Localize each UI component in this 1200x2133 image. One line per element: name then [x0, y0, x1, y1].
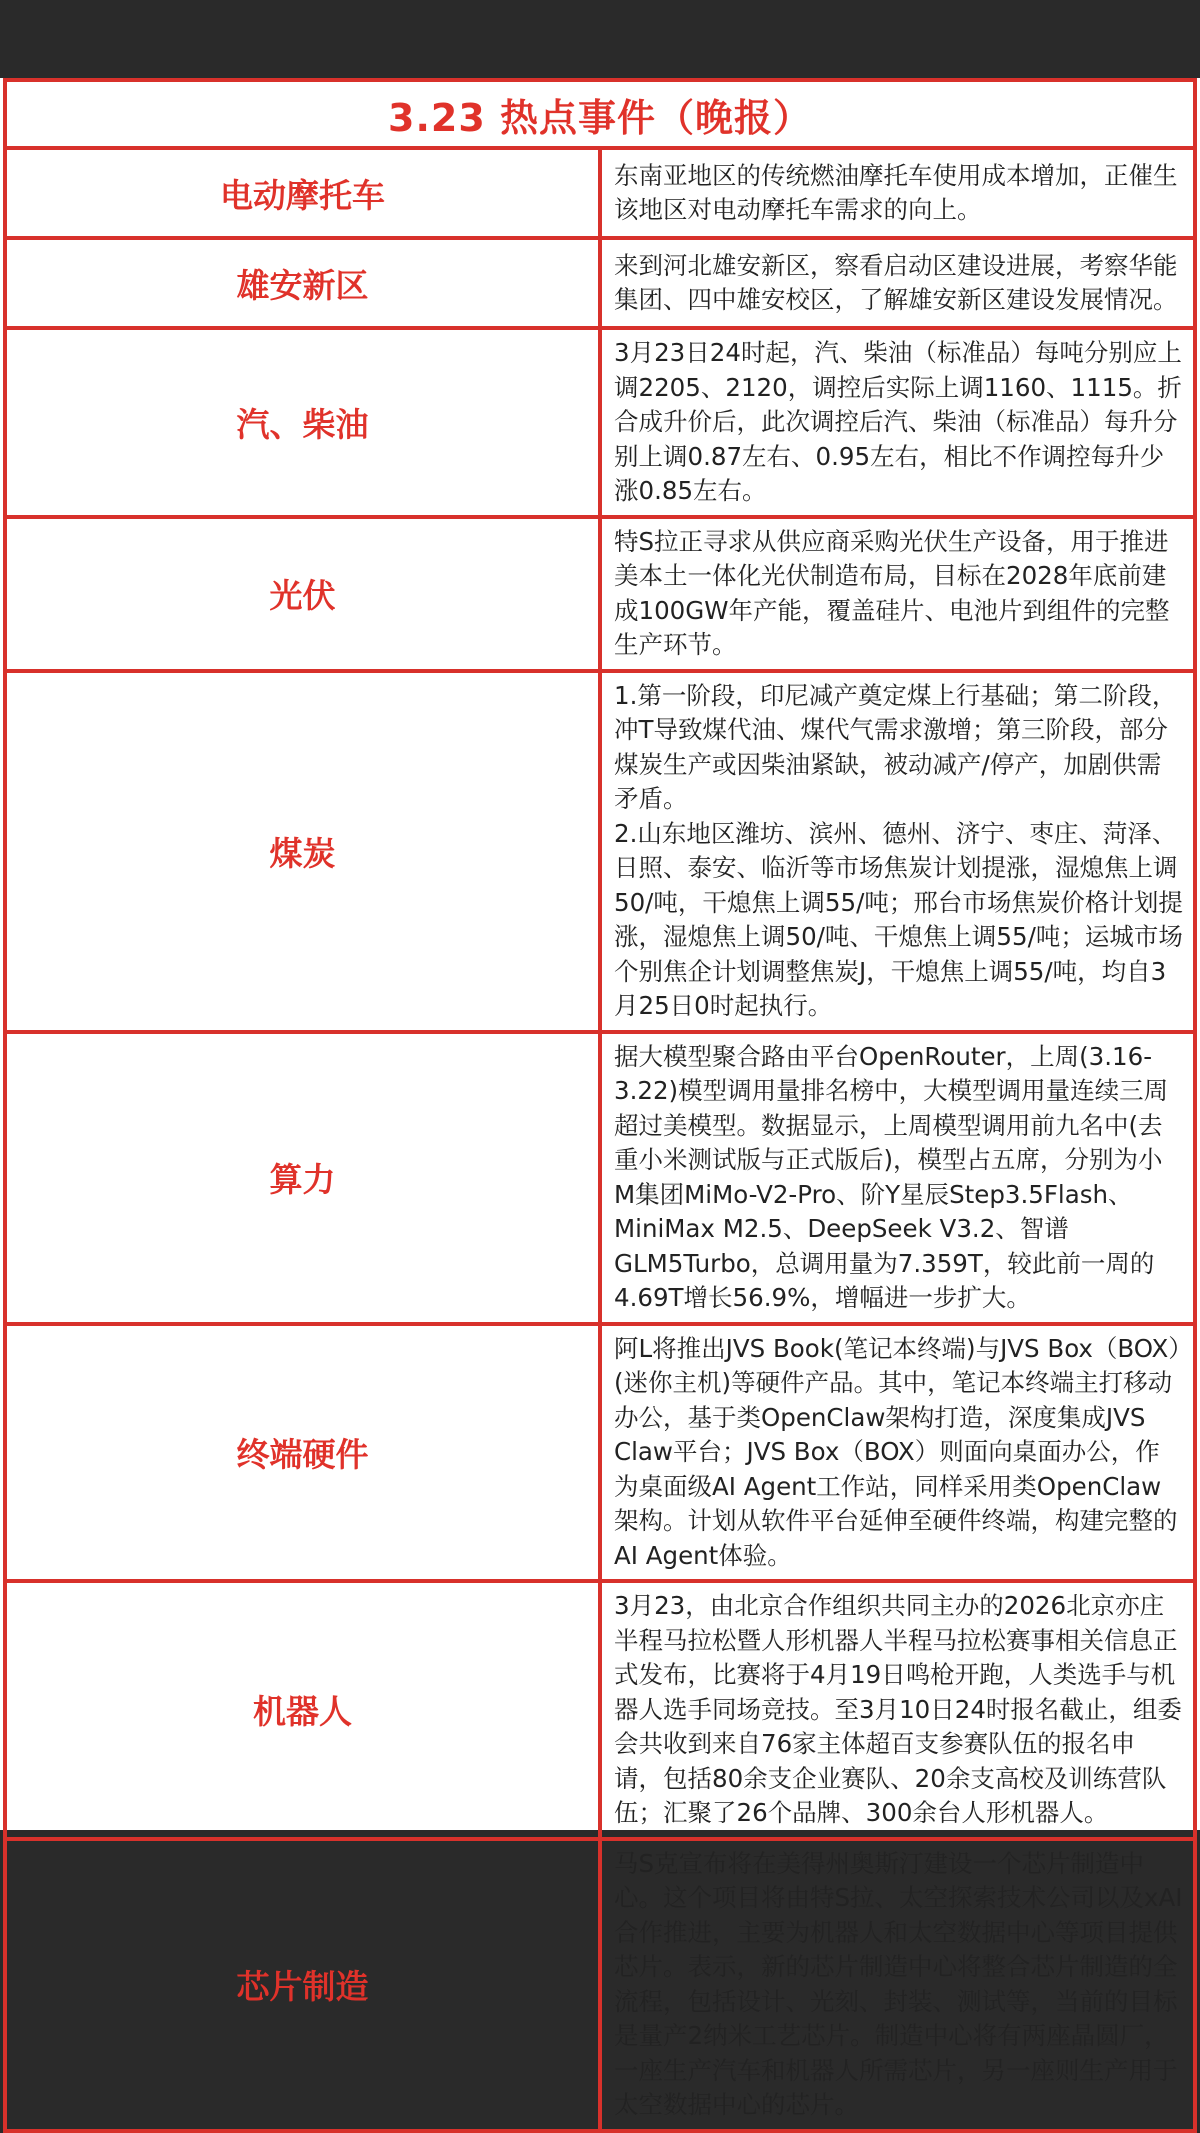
- event-text: 3月23日24时起，汽、柴油（标准品）每吨分别应上调2205、2120，调控后实际上调1160、1115。折合成升价后，此次调控后汽、柴油（标准品）每升分别上调0.87左右、0.95左右，相比不作调控每升少涨0.85左右。: [614, 338, 1182, 505]
- sector-label: 终端硬件: [5, 1324, 600, 1582]
- sector-label: 光伏: [5, 517, 600, 671]
- event-content: [600, 328, 1195, 517]
- sector-label: 算力: [5, 1032, 600, 1324]
- event-content: [600, 148, 1195, 238]
- table-row: [5, 1839, 1195, 2131]
- table-row: [5, 238, 1195, 328]
- event-text: 马S克宣布将在美得州奥斯汀建设一个芯片制造中心。这个项目将由特S拉、太空探索技术公司以及xAI合作推进，主要为机器人和太空数据中心等项目提供芯片。表示，新的芯片制造中心将整合芯片制造的全流程，包括设计、光刻、封装、测试等，当前的目标是量产2纳米工艺芯片。制造中心将有两座晶圆厂，一座生产汽车和机器人所需芯片，另一座则生产用于太空数据中心的芯片。: [614, 1848, 1183, 2119]
- table-row: [5, 671, 1195, 1032]
- event-content: [600, 671, 1195, 1032]
- event-text: 3月23，由北京合作组织共同主办的2026北京亦庄半程马拉松暨人形机器人半程马拉松赛事相关信息正式发布，比赛将于4月19日鸣枪开跑，人类选手与机器人选手同场竞技。至3月10日24时报名截止，组委会共收到来自76家主体超百支参赛队伍的报名申请，包括80余支企业赛队、20余支高校及训练营队伍；汇聚了26个品牌、300余台人形机器人。: [614, 1591, 1182, 1827]
- hot-events-sheet: [0, 78, 1200, 2119]
- event-content: [600, 1032, 1195, 1324]
- sector-label: 电动摩托车: [5, 148, 600, 238]
- event-content: [600, 517, 1195, 671]
- sector-label: 汽、柴油: [5, 328, 600, 517]
- event-text: 特S拉正寻求从供应商采购光伏生产设备，用于推进美本土一体化光伏制造布局，目标在2028年底前建成100GW年产能，覆盖硅片、电池片到组件的完整生产环节。: [614, 526, 1170, 659]
- event-content: [600, 1839, 1195, 2131]
- event-text: 据大模型聚合路由平台OpenRouter，上周(3.16-3.22)模型调用量排名榜中，大模型调用量连续三周超过美模型。数据显示，上周模型调用前九名中(去重小米测试版与正式版后)，模型占五席，分别为小M集团MiMo-V2-Pro、阶Y星辰Step3.5Flash、MiniMax M2.5、DeepSeek V3.2、智谱GLM5Turbo，总调用量为7.359T，较此前一周的4.69T增长56.9%，增幅进一步扩大。: [614, 1041, 1169, 1312]
- event-text: 来到河北雄安新区，察看启动区建设进展，考察华能集团、四中雄安校区，了解雄安新区建设发展情况。: [614, 250, 1178, 314]
- sector-label: 雄安新区: [5, 238, 600, 328]
- report-title: 3.23 热点事件（晚报）: [5, 80, 1195, 148]
- events-table: [3, 78, 1197, 2133]
- event-text: 东南亚地区的传统燃油摩托车使用成本增加，正催生该地区对电动摩托车需求的向上。: [614, 160, 1178, 224]
- table-row: [5, 1581, 1195, 1839]
- event-text: 阿L将推出JVS Book(笔记本终端)与JVS Box（BOX）(迷你主机)等硬件产品。其中，笔记本终端主打移动办公，基于类OpenClaw架构打造，深度集成JVS Claw平台；JVS Box（BOX）则面向桌面办公，作为桌面级AI Agent工作站，同样采用类OpenClaw架构。计划从软件平台延伸至硬件终端，构建完整的AI Agent体验。: [614, 1333, 1181, 1570]
- event-content: [600, 1324, 1195, 1582]
- sector-label: 煤炭: [5, 671, 600, 1032]
- sector-label: 机器人: [5, 1581, 600, 1839]
- table-row: [5, 148, 1195, 238]
- table-row: [5, 328, 1195, 517]
- event-text: 2.山东地区潍坊、滨州、德州、济宁、枣庄、菏泽、日照、泰安、临沂等市场焦炭计划提涨，湿熄焦上调50/吨，干熄焦上调55/吨；邢台市场焦炭价格计划提涨，湿熄焦上调50/吨、干熄焦上调55/吨；运城市场个别焦企计划调整焦炭J，干熄焦上调55/吨，均自3月25日0时起执行。: [614, 818, 1183, 1020]
- title-row: [5, 80, 1195, 148]
- event-content: [600, 238, 1195, 328]
- sector-label: 芯片制造: [5, 1839, 600, 2131]
- event-text: 1.第一阶段，印尼减产奠定煤上行基础；第二阶段，冲T导致煤代油、煤代气需求激增；第三阶段，部分煤炭生产或因柴油紧缺，被动减产/停产，加剧供需矛盾。: [614, 680, 1177, 813]
- table-row: [5, 1032, 1195, 1324]
- table-row: [5, 1324, 1195, 1582]
- event-content: [600, 1581, 1195, 1839]
- table-row: [5, 517, 1195, 671]
